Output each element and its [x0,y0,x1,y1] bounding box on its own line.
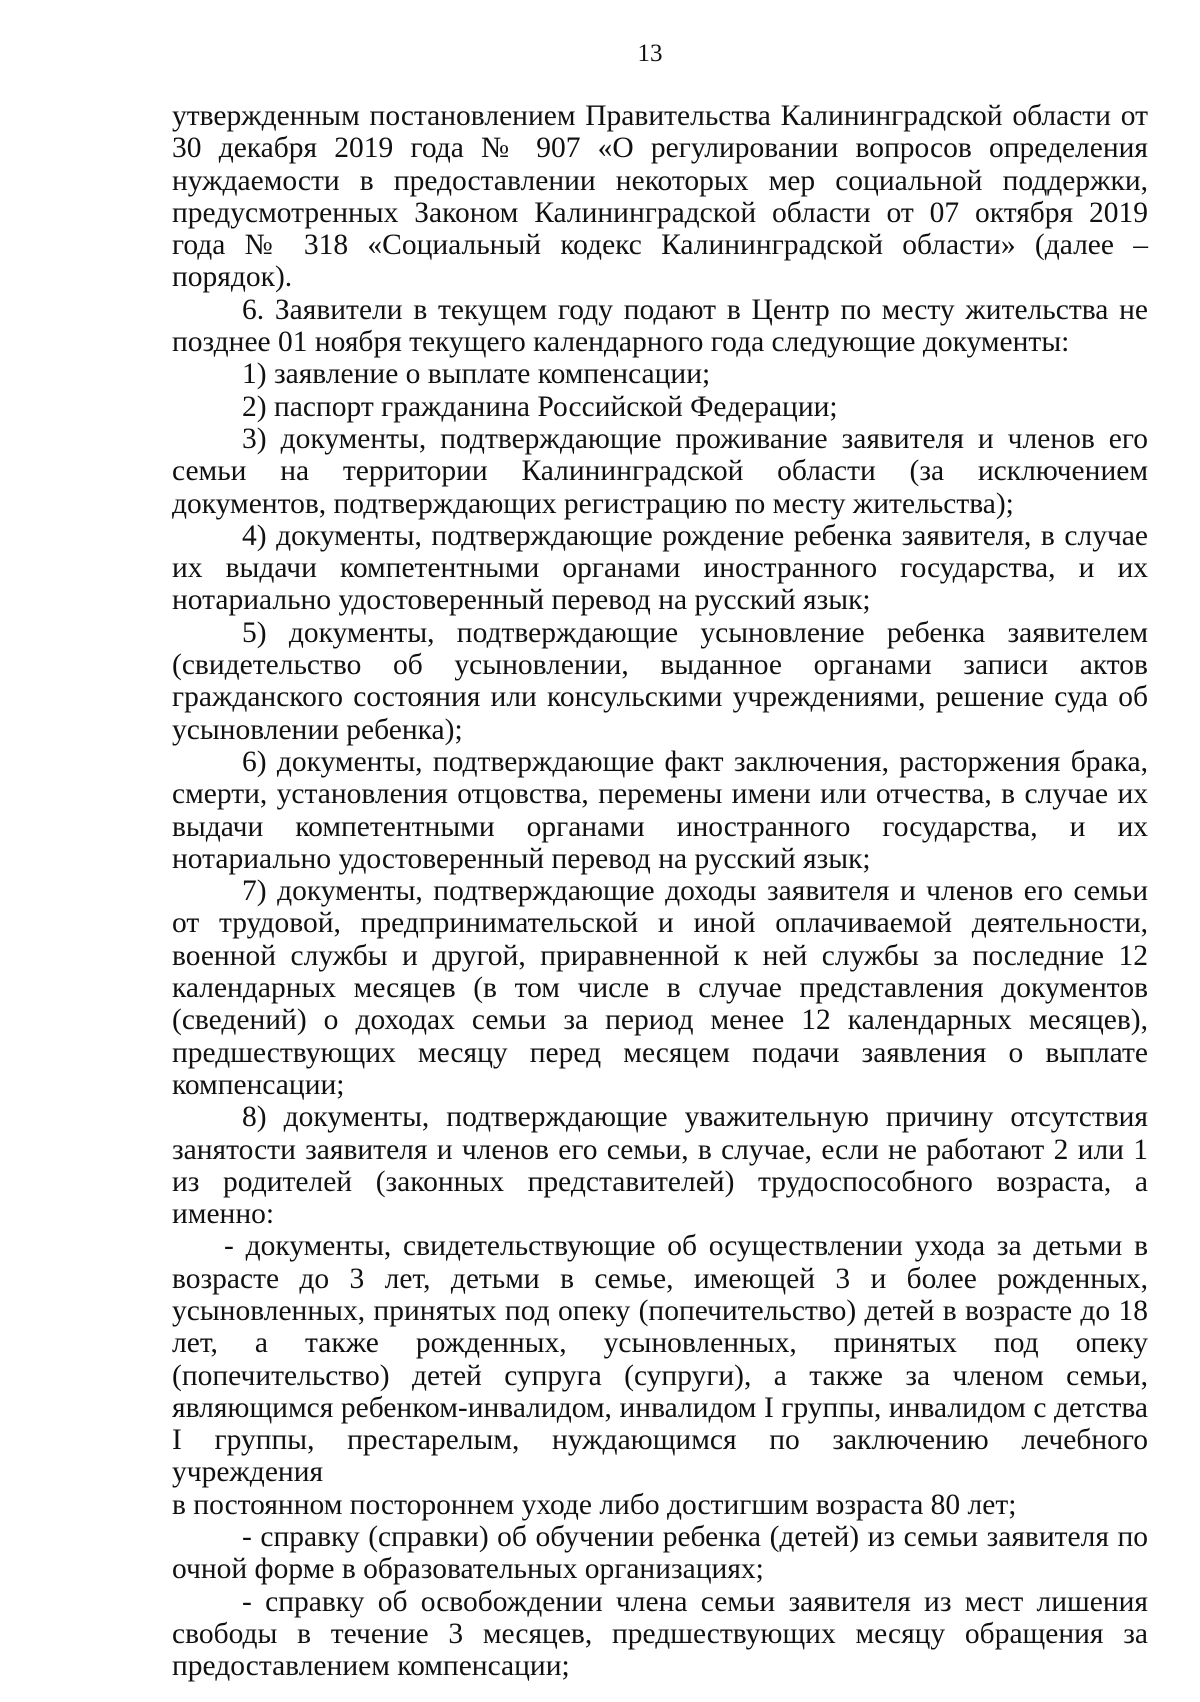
page-number: 13 [637,40,663,67]
list-item-6: 6) документы, подтверждающие факт заключения, расторжения брака, смерти, установления отцовства, перемены имени или отчества, в случае их выдачи компетентными органами иностранного государства, и их нотариально удостоверенный перевод на русский язык; [172,745,1148,875]
list-item-7: 7) документы, подтверждающие доходы заявителя и членов его семьи от трудовой, предпринимательской и иной оплачиваемой деятельности, военной службы и другой, приравненной к ней службы за последние 12 календарных месяцев (в том числе в случае представления документов (сведений) о доходах семьи за период менее 12 календарных месяцев), предшествующих месяцу перед месяцем подачи заявления о выплате компенсации; [172,875,1148,1101]
list-item-1: 1) заявление о выплате компенсации; [242,358,711,391]
paragraph-intro-continuation: утвержденным постановлением Правительства Калининградской области от 30 декабря 2019 года № 907 «О регулировании вопросов определения нуждаемости в предоставлении некоторых мер социальной поддержки, предусмотренных Законом Калининградской области от 07 октября 2019 года № 318 «Социальный кодекс Калининградской области» (далее – порядок). [172,100,1148,294]
list-item-4: 4) документы, подтверждающие рождение ребенка заявителя, в случае их выдачи компетентными органами иностранного государства, и их нотариально удостоверенный перевод на русский язык; [172,519,1148,617]
dash-item-care: - документы, свидетельствующие об осуществлении ухода за детьми в возрасте до 3 лет, детьми в семье, имеющей 3 и более рожденных, усыновленных, принятых под опеку (попечительство) детей в возрасте до 18 лет, а также рожденных, усыновленных, принятых под опеку (попечительство) детей супруга (супруги), а также за членом семьи, являющимся ребенком-инвалидом, инвалидом I группы, инвалидом с детства I группы, престарелым, нуждающимся по заключению лечебного учреждения [172,1230,1148,1489]
dash-item-release-certificate: - справку об освобождении члена семьи заявителя из мест лишения свободы в течение 3 месяцев, предшествующих месяцу обращения за предоставлением компенсации; [172,1585,1148,1683]
list-item-5: 5) документы, подтверждающие усыновление ребенка заявителем (свидетельство об усыновлении, выданное органами записи актов гражданского состояния или консульскими учреждениями, решение суда об усыновлении ребенка); [172,616,1148,746]
paragraph-item-6: 6. Заявители в текущем году подают в Центр по месту жительства не позднее 01 ноября текущего календарного года следующие документы: [172,293,1148,359]
document-body [172,100,1148,1683]
dash-item-study-certificate: - справку (справки) об обучении ребенка (детей) из семьи заявителя по очной форме в образовательных организациях; [172,1521,1148,1586]
dash-item-care-continuation: в постоянном постороннем уходе либо достигшим возраста 80 лет; [172,1488,1017,1521]
list-item-8: 8) документы, подтверждающие уважительную причину отсутствия занятости заявителя и членов его семьи, в случае, если не работают 2 или 1 из родителей (законных представителей) трудоспособного возраста, а именно: [172,1101,1148,1231]
list-item-3: 3) документы, подтверждающие проживание заявителя и членов его семьи на территории Калининградской области (за исключением документов, подтверждающих регистрацию по месту жительства); [172,422,1148,520]
list-item-2: 2) паспорт гражданина Российской Федерации; [242,390,838,423]
